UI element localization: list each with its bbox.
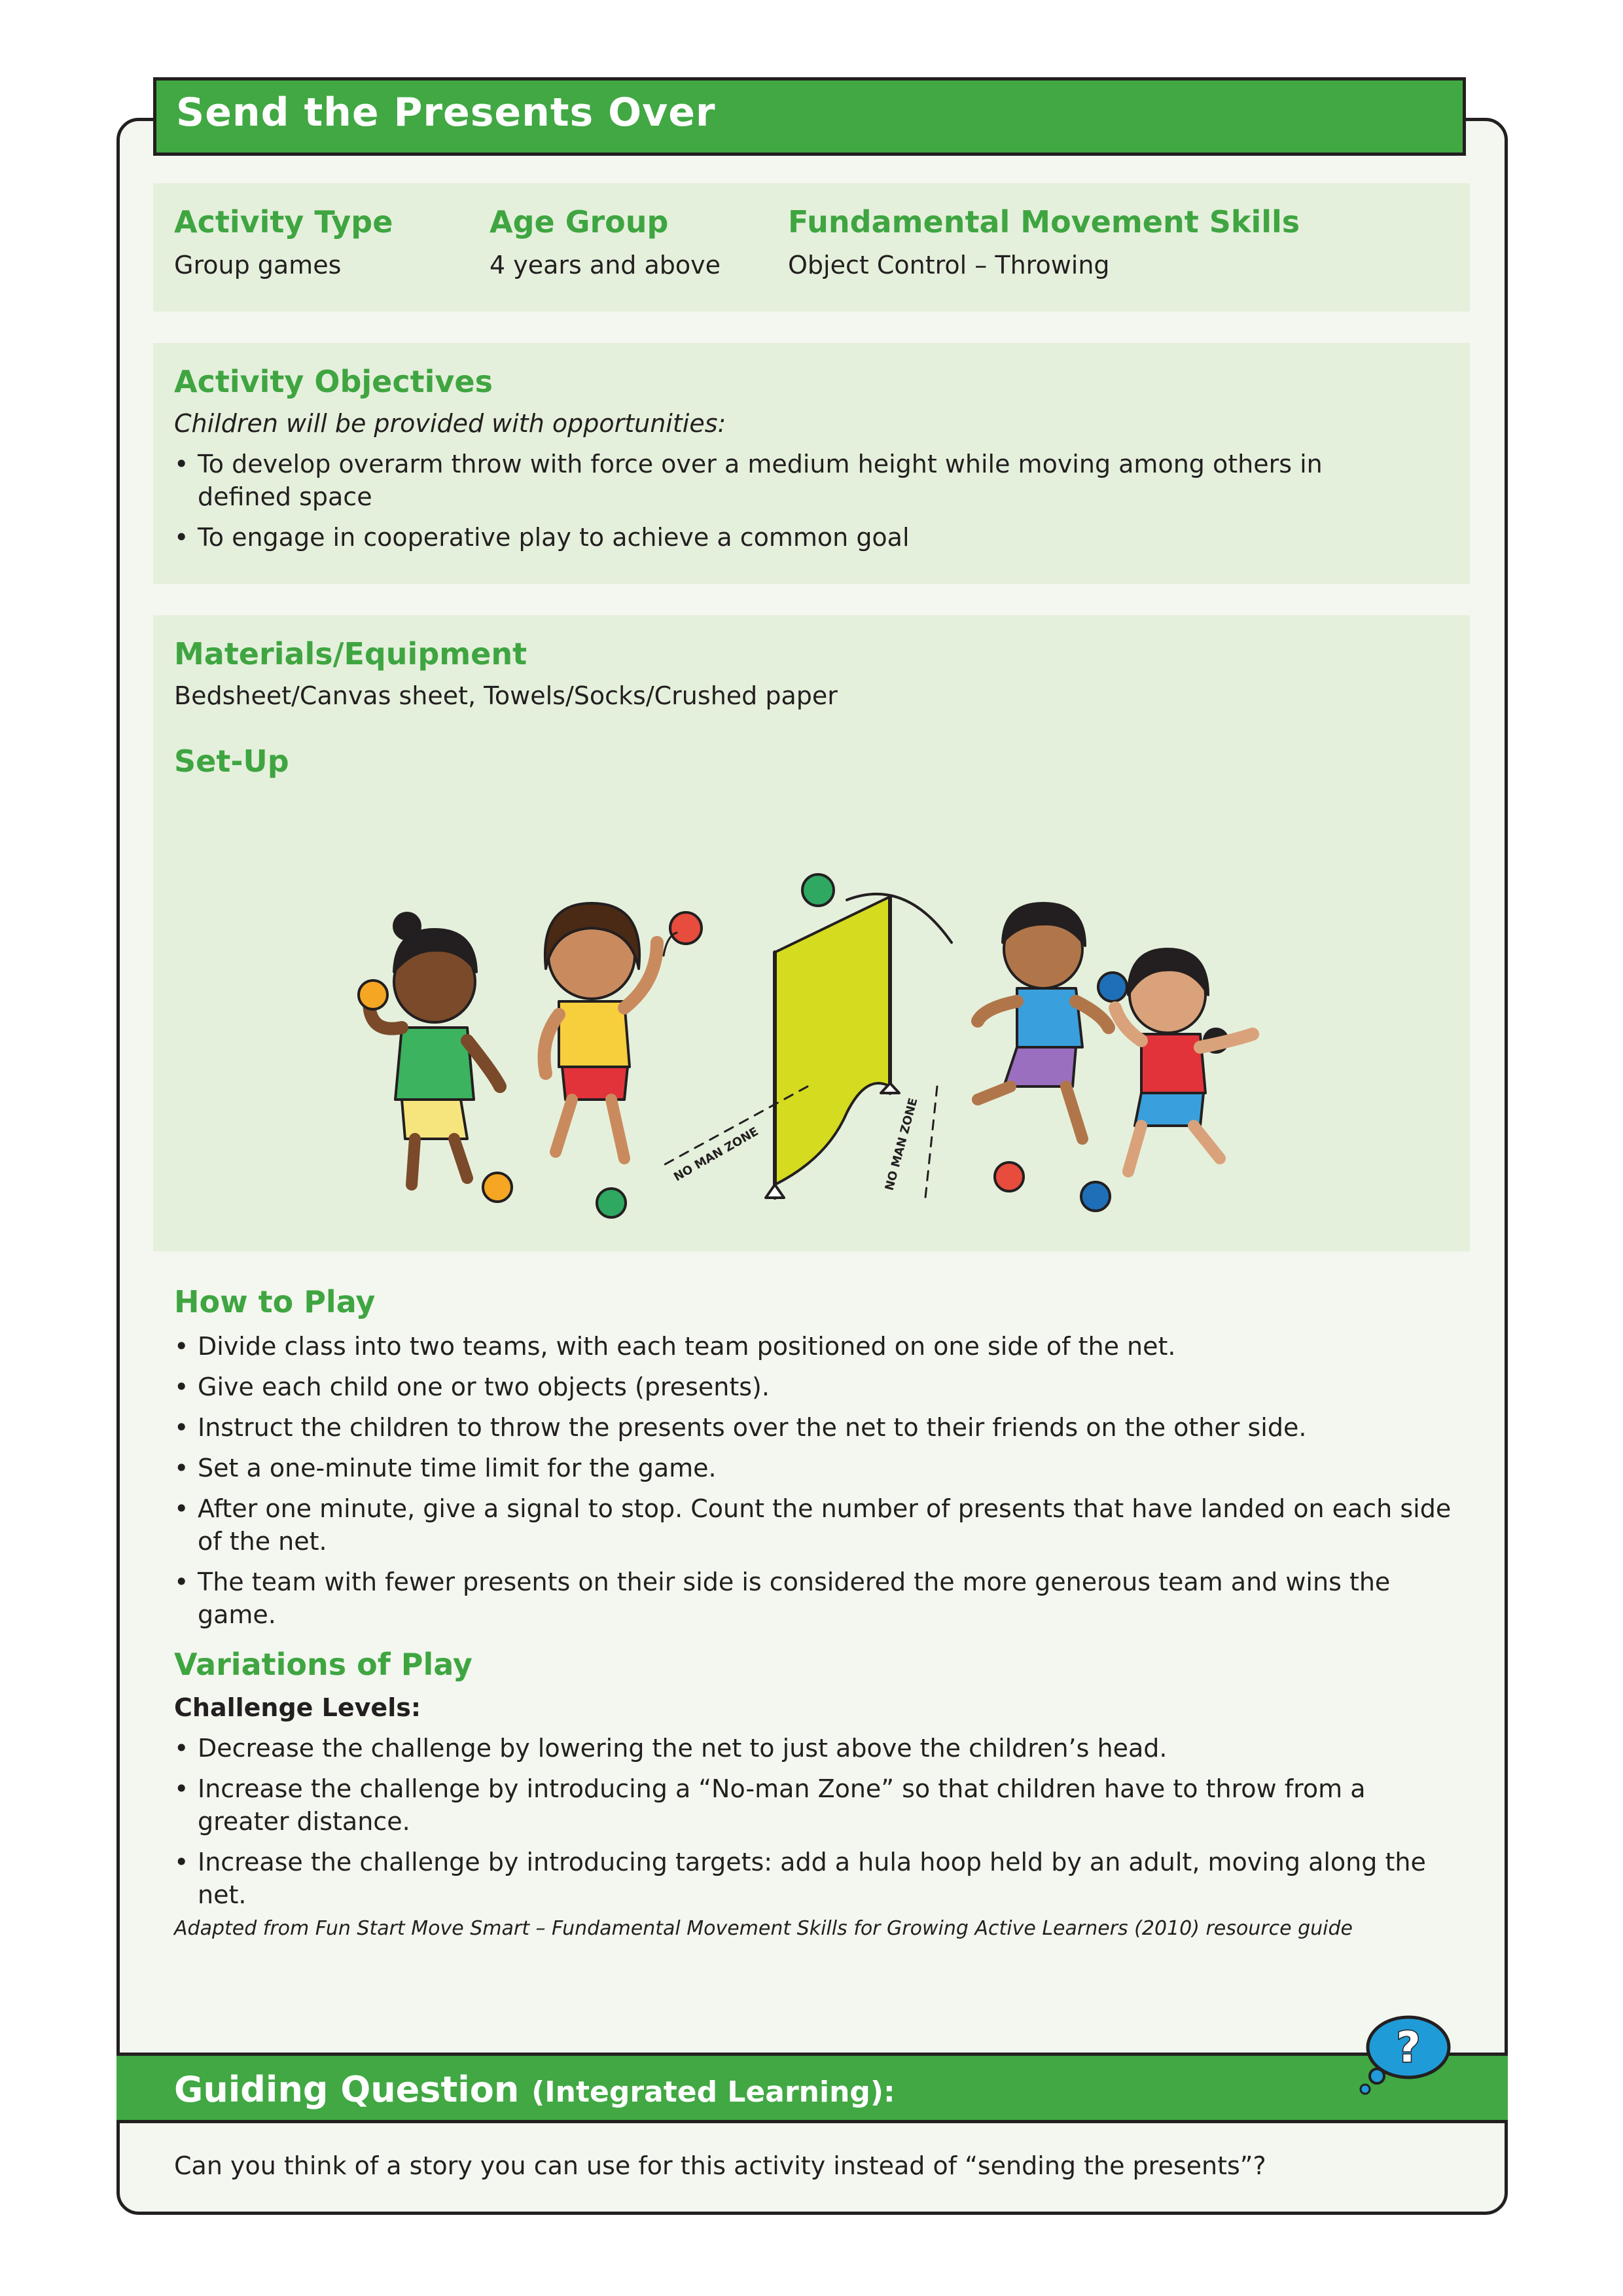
ball	[1098, 973, 1127, 1001]
title-banner	[153, 77, 1466, 156]
source-note: Adapted from Fun Start Move Smart – Fundamental Movement Skills for Growing Active Learners (2010) resource guide	[174, 1917, 1353, 1940]
guiding-heading-sub: (Integrated Learning):	[531, 2075, 895, 2109]
variations-heading: Variations of Play	[174, 1647, 473, 1682]
ball	[359, 980, 387, 1009]
page-title: Send the Presents Over	[176, 90, 716, 135]
how-to-play-item: • The team with fewer presents on their side is considered the more generous team and wins the game.	[174, 1566, 1457, 1631]
objectives-intro: Children will be provided with opportunities:	[174, 409, 726, 438]
fms-label: Fundamental Movement Skills	[788, 204, 1300, 240]
setup-heading: Set-Up	[174, 744, 289, 779]
guiding-question-text: Can you think of a story you can use for this activity instead of “sending the presents”?	[174, 2151, 1266, 2180]
activity-type-value: Group games	[174, 251, 342, 279]
question-bubble-icon	[1355, 2003, 1453, 2101]
guiding-question-bar	[116, 2053, 1508, 2123]
how-to-play-item: • Set a one-minute time limit for the game.	[174, 1452, 1457, 1484]
net	[766, 894, 952, 1198]
ball	[597, 1189, 626, 1217]
ball	[483, 1173, 512, 1202]
objectives-list	[174, 448, 1404, 562]
materials-text: Bedsheet/Canvas sheet, Towels/Socks/Crushed paper	[174, 681, 838, 710]
variations-subheading: Challenge Levels:	[174, 1693, 421, 1722]
child-figure	[1115, 949, 1253, 1172]
no-man-zone-label: NO MAN ZONE	[671, 1124, 761, 1185]
materials-heading: Materials/Equipment	[174, 636, 527, 672]
no-man-zone-label: NO MAN ZONE	[882, 1096, 921, 1193]
objectives-panel	[153, 343, 1470, 584]
child-figure	[369, 913, 500, 1185]
ball	[670, 912, 702, 944]
guiding-question-heading	[174, 2069, 895, 2110]
age-group-value: 4 years and above	[490, 251, 721, 279]
variation-item: • Increase the challenge by introducing a “No-man Zone” so that children have to throw from a greater distance.	[174, 1772, 1457, 1838]
no-man-zone-line-right	[925, 1086, 937, 1198]
how-to-play-list	[174, 1330, 1457, 1639]
age-group-label: Age Group	[490, 204, 669, 240]
how-to-play-heading: How to Play	[174, 1284, 376, 1319]
guiding-heading-main: Guiding Question	[174, 2069, 520, 2110]
ball	[1081, 1182, 1110, 1211]
variations-list	[174, 1732, 1457, 1919]
ball	[802, 874, 834, 906]
objectives-heading: Activity Objectives	[174, 364, 493, 399]
question-mark: ?	[1396, 2024, 1421, 2072]
objective-item: • To engage in cooperative play to achieve a common goal	[174, 521, 1404, 554]
setup-panel	[153, 615, 1470, 1251]
fms-value: Object Control – Throwing	[788, 251, 1110, 279]
ball	[995, 1162, 1024, 1191]
how-to-play-item: • Instruct the children to throw the presents over the net to their friends on the other side.	[174, 1411, 1457, 1444]
child-figure	[544, 903, 658, 1158]
variation-item: • Decrease the challenge by lowering the net to just above the children’s head.	[174, 1732, 1457, 1765]
variation-item: • Increase the challenge by introducing targets: add a hula hoop held by an adult, moving along the net.	[174, 1846, 1457, 1911]
activity-type-label: Activity Type	[174, 204, 393, 240]
how-to-play-item: • Give each child one or two objects (presents).	[174, 1371, 1457, 1403]
setup-illustration	[153, 615, 1470, 1251]
info-panel	[153, 183, 1470, 312]
how-to-play-item: • After one minute, give a signal to stop. Count the number of presents that have landed on each side of the net.	[174, 1492, 1457, 1558]
child-figure	[978, 903, 1109, 1139]
objective-item: • To develop overarm throw with force over a medium height while moving among others in defined space	[174, 448, 1404, 513]
how-to-play-item: • Divide class into two teams, with each team positioned on one side of the net.	[174, 1330, 1457, 1363]
